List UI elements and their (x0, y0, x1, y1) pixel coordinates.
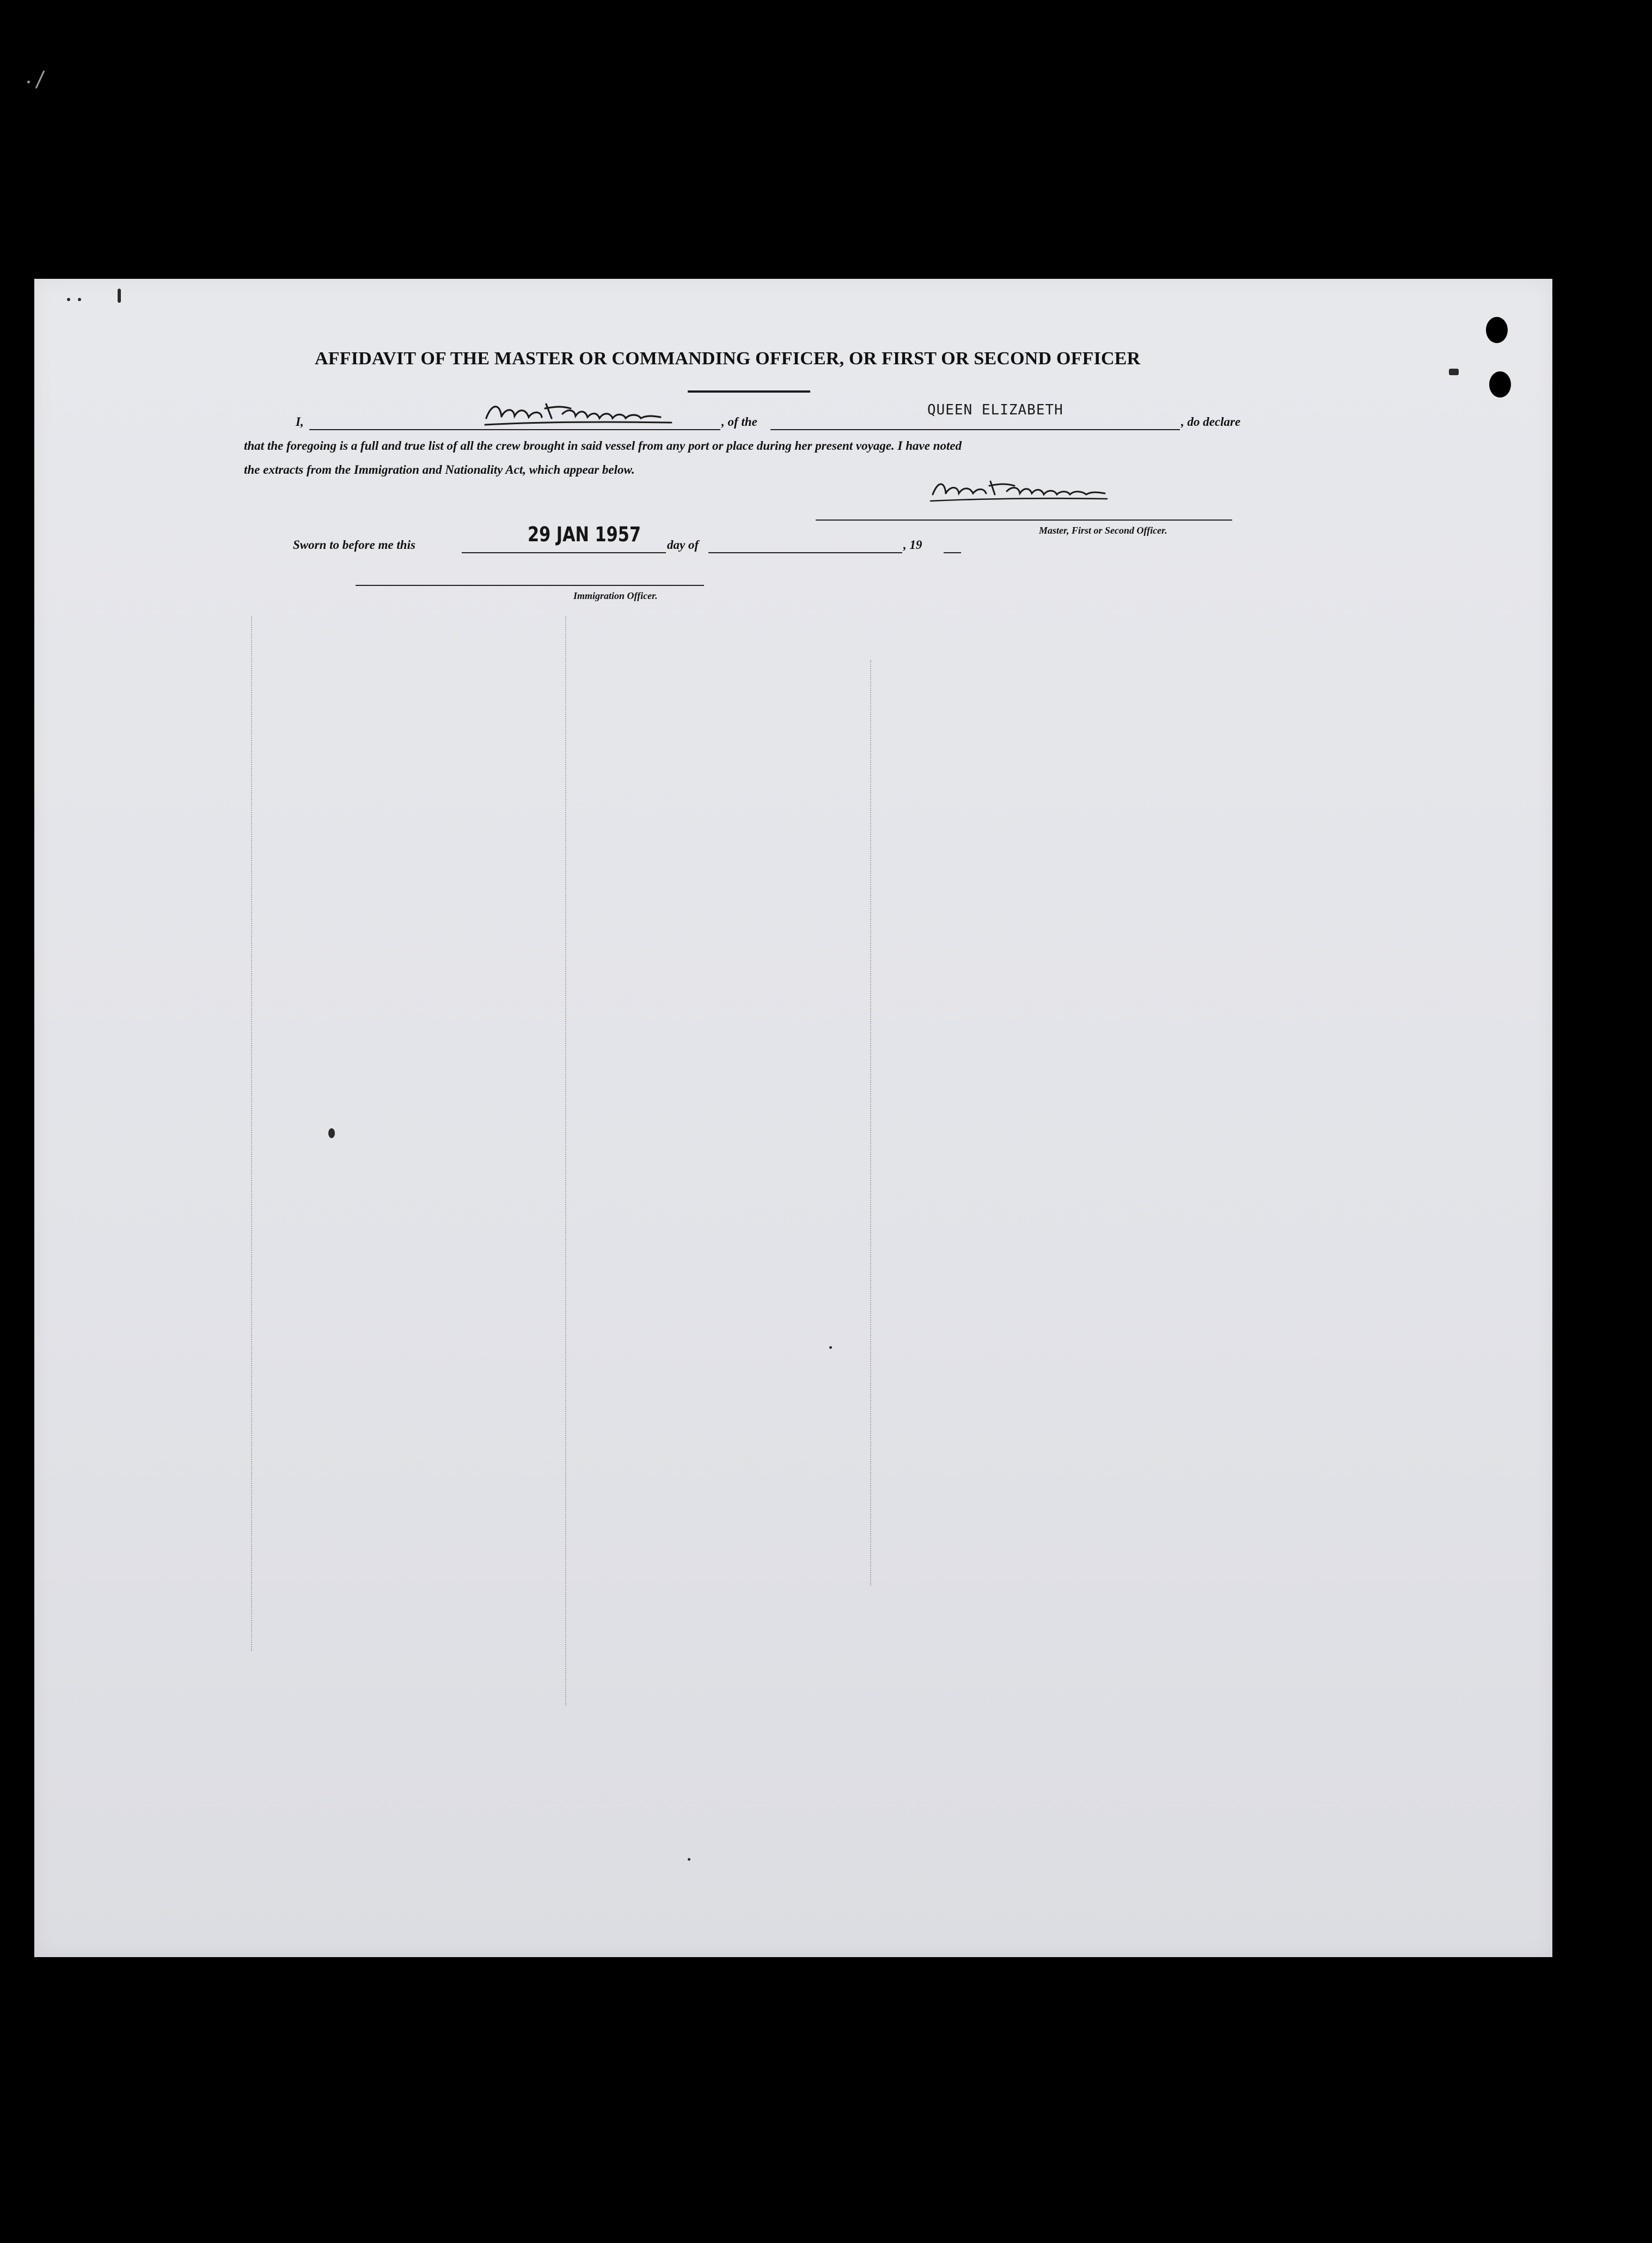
sworn-year: , 19 (903, 538, 922, 552)
affidavit-page (34, 279, 1552, 1957)
immigration-officer-line (356, 585, 704, 586)
master-signature (927, 470, 1112, 509)
master-signature-line (816, 520, 1232, 521)
declare-text: , do declare (1181, 415, 1241, 429)
vessel-name: QUEEN ELIZABETH (927, 402, 1063, 418)
dust-speck (118, 289, 121, 303)
dust-speck (829, 1346, 832, 1349)
declaration-line-2: that the foregoing is a full and true list of all the crew brought in said vessel from any port or place during her present voyage. I have noted (244, 439, 962, 453)
dust-speck (688, 1858, 690, 1861)
dust-speck (328, 1128, 335, 1138)
sworn-month-line (708, 552, 902, 553)
declarant-prefix: I, (296, 415, 304, 429)
sworn-date-line (462, 552, 666, 553)
mark-speck (1449, 369, 1459, 375)
bleed-through-column (251, 616, 252, 1651)
vessel-name-line (770, 429, 1180, 430)
title-underline (688, 390, 810, 393)
sworn-year-line (944, 552, 961, 553)
date-stamp: 29 JAN 1957 (528, 523, 641, 546)
sworn-day-of: day of (667, 538, 699, 552)
punch-hole-top (1486, 317, 1508, 343)
dust-speck (78, 298, 81, 301)
sworn-prefix: Sworn to before me this (293, 538, 415, 552)
officer-caption: Immigration Officer. (573, 590, 658, 601)
film-mark (35, 70, 45, 89)
dust-speck (67, 298, 70, 301)
master-caption: Master, First or Second Officer. (1039, 525, 1167, 536)
form-title: AFFIDAVIT OF THE MASTER OR COMMANDING OFFICER, OR FIRST OR SECOND OFFICER (315, 349, 1141, 369)
of-the-text: , of the (721, 415, 757, 429)
declaration-line-3: the extracts from the Immigration and Nationality Act, which appear below. (244, 463, 635, 476)
punch-hole-bottom (1489, 371, 1511, 398)
master-signature-top (481, 392, 677, 430)
bleed-through-column (870, 660, 871, 1586)
bleed-through-column (565, 616, 566, 1706)
film-mark (27, 81, 30, 83)
